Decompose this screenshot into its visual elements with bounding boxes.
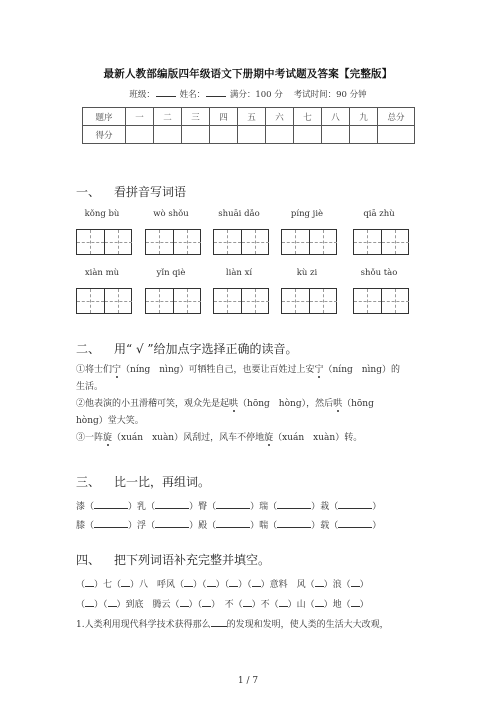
writing-box[interactable] [145,229,201,255]
section-title: 把下列词语补充完整并填空。 [114,553,271,567]
score-cell[interactable] [182,126,210,144]
answer-blank[interactable] [338,518,372,528]
score-cell[interactable] [322,126,350,144]
answer-blank[interactable] [338,499,372,509]
pinyin-label: kù zi [296,268,318,278]
answer-blank[interactable] [155,499,189,509]
page-number: 1 / 7 [237,676,259,686]
score-cell[interactable] [210,126,238,144]
pinyin-label: kǒng bù [84,209,120,219]
score-header-cell: 题序 [83,108,126,126]
answer-blank[interactable] [94,499,128,509]
score-header-cell: 五 [238,108,266,126]
score-cell[interactable] [266,126,294,144]
answer-blank[interactable] [351,577,360,587]
answer-blank[interactable] [277,499,311,509]
section-1-heading [76,183,186,200]
score-header-cell: 六 [266,108,294,126]
score-cell[interactable] [154,126,182,144]
pinyin-label: shǒu tào [360,268,398,278]
score-header-cell: 一 [126,108,154,126]
question-4-1: 1.人类利用现代科学技术获得那么 的发现和发明，使人类的生活大大改观， [76,617,389,630]
answer-blank[interactable] [85,577,94,587]
answer-blank[interactable] [211,617,227,627]
score-header-cell: 四 [210,108,238,126]
answer-blank[interactable] [184,577,193,587]
answer-blank[interactable] [108,597,117,607]
pinyin-label: wò shǒu [153,209,189,219]
writing-box[interactable] [213,229,269,255]
writing-box[interactable] [281,229,337,255]
writing-box[interactable] [213,288,269,314]
answer-blank[interactable] [277,518,311,528]
compare-row-1: 漆（ ）乳（ ）臀（ ）瑞（ ）栽（ ） [76,499,381,512]
question-2-2: ②他表演的小丑滑稽可笑，观众先是起哄（hōng hòng），然后哄（hōng [76,399,374,409]
answer-blank[interactable] [243,597,252,607]
question-2-3: ③一阵旋（xuán xuàn）风刮过，风车不停地旋（xuán xuàn）转。 [76,433,363,443]
section-number: 三、 [76,475,101,489]
section-number: 二、 [76,342,101,356]
compare-row-2: 膝（ ）浮（ ）殿（ ）喘（ ）载（ ） [76,518,381,531]
answer-blank[interactable] [155,518,189,528]
writing-box[interactable] [281,288,337,314]
name-blank[interactable] [206,88,226,97]
section-number: 四、 [76,553,101,567]
answer-blank[interactable] [216,499,250,509]
question-2-1: ①将士们宁（níng nìng）可牺牲自己，也要让百姓过上安宁（níng nìng）的 [76,365,400,375]
name-label: 姓名： [179,90,206,100]
score-cell[interactable] [126,126,154,144]
document-title: 最新人教部编版四年级语文下册期中考试题及答案【完整版】 [103,68,393,80]
score-table [82,107,415,144]
dotted-char: 哄 [229,399,239,409]
answer-blank[interactable] [351,597,360,607]
score-header-cell: 七 [294,108,322,126]
score-cell[interactable] [378,126,415,144]
answer-blank[interactable] [202,597,211,607]
dotted-char: 旋 [103,433,113,443]
idiom-row-1: （ ）七（ ）八 呼风（ ）（ ）（ ）（ ）意料 风（ ）浪（ ） [76,577,369,590]
idiom-row-2: （ ）（ ）到底 腾云（ ）（ ） 不（ ）不（ ）山（ ）地（ ） [76,597,369,610]
answer-blank[interactable] [121,577,130,587]
score-header-cell: 二 [154,108,182,126]
score-cell[interactable] [238,126,266,144]
writing-box[interactable] [145,288,201,314]
exam-info [0,88,496,100]
answer-blank[interactable] [207,577,216,587]
score-table-score-row [83,126,415,144]
question-2-1-cont: 生活。 [76,382,104,392]
writing-box[interactable] [76,288,132,314]
score-table-header-row [83,108,415,126]
class-blank[interactable] [156,88,176,97]
question-2-2-cont: hòng）堂大笑。 [76,416,144,426]
pinyin-label: qiā zhù [363,209,395,219]
section-title: 看拼音写词语 [114,185,187,199]
pinyin-label: píng jiè [290,209,324,219]
exam-time: 考试时间：90 分钟 [293,90,367,100]
section-4-heading [76,551,270,568]
answer-blank[interactable] [315,597,324,607]
score-cell[interactable] [350,126,378,144]
class-label: 班级： [129,90,155,100]
score-header-cell: 八 [322,108,350,126]
score-header-cell: 九 [350,108,378,126]
section-3-heading [76,473,210,490]
dotted-char: 哄 [333,399,343,409]
score-cell[interactable] [294,126,322,144]
answer-blank[interactable] [94,518,128,528]
writing-box[interactable] [353,288,409,314]
score-header-cell: 总分 [378,108,415,126]
answer-blank[interactable] [180,597,189,607]
pinyin-label: yǐn qiè [156,268,186,278]
dotted-char: 宁 [112,365,122,375]
answer-blank[interactable] [85,597,94,607]
pinyin-label: liàn xí [225,268,253,278]
answer-blank[interactable] [229,577,238,587]
answer-blank[interactable] [315,577,324,587]
answer-blank[interactable] [216,518,250,528]
section-title: 用“ √ ”给加点字选择正确的读音。 [114,342,298,356]
full-score: 满分：100 分 [229,90,283,100]
section-title: 比一比，再组词。 [114,475,211,489]
writing-box[interactable] [76,229,132,255]
dotted-char: 旋 [264,433,274,443]
writing-box[interactable] [353,229,409,255]
score-row-label: 得分 [83,126,126,144]
section-number: 一、 [76,185,101,199]
dotted-char: 宁 [314,365,324,375]
score-header-cell: 三 [182,108,210,126]
pinyin-label: xiàn mù [84,268,120,278]
section-2-heading [76,340,298,357]
pinyin-label: shuāi dǎo [218,209,260,219]
answer-blank[interactable] [252,577,261,587]
answer-blank[interactable] [279,597,288,607]
